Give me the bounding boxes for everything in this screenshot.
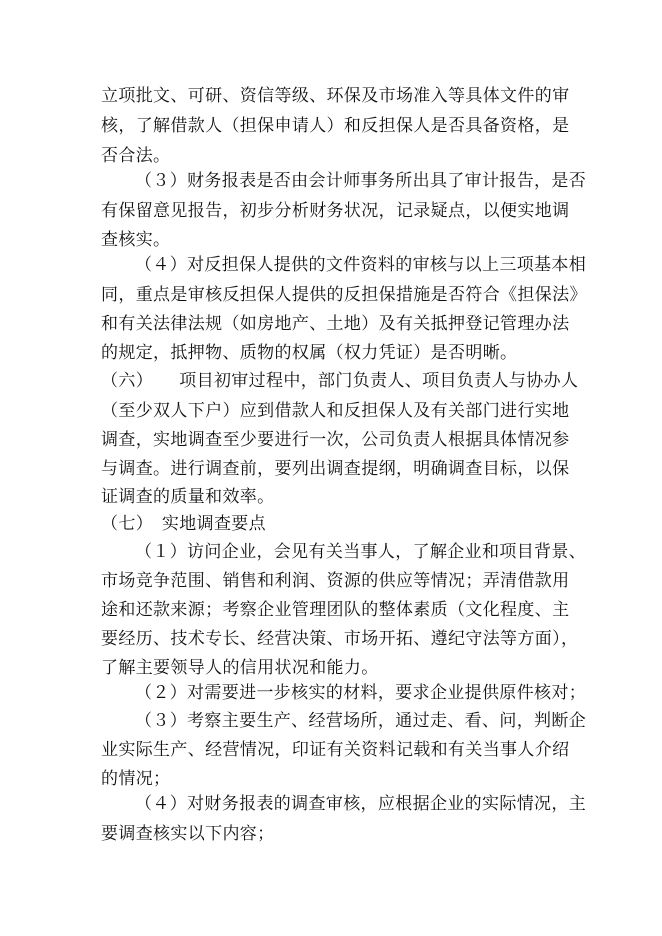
text-line: 有保留意见报告，初步分析财务状况，记录疑点，以便实地调: [101, 201, 570, 221]
text-line: 调查，实地调查至少要进行一次，公司负责人根据具体情况参: [101, 430, 570, 450]
text-line: 否合法。: [101, 146, 171, 166]
text-line: 了解主要领导人的信用状况和能力。: [101, 658, 379, 678]
text-line: （１）访问企业，会见有关当事人，了解企业和项目背景、: [135, 542, 587, 562]
text-line: 要调查核实以下内容；: [101, 824, 275, 844]
text-line: （２）对需要进一步核实的材料，要求企业提供原件核对；: [135, 683, 587, 703]
text-line: （４）对财务报表的调查审核，应根据企业的实际情况，主: [135, 794, 587, 814]
text-line: 同，重点是审核反担保人提供的反担保措施是否符合《担保法》: [101, 285, 587, 305]
section-heading: （七） 实地调查要点: [101, 514, 266, 534]
text-line: （３）财务报表是否由会计师事务所出具了审计报告，是否: [135, 171, 587, 191]
text-line: 业实际生产、经营情况，印证有关资料记载和有关当事人介绍: [101, 740, 570, 760]
text-line: 与调查。进行调查前，要列出调查提纲，明确调查目标，以保: [101, 459, 570, 479]
section-heading: （六） 项目初审过程中，部门负责人、项目负责人与协办人: [101, 371, 579, 391]
text-line: 的情况；: [101, 769, 171, 789]
text-line: 途和还款来源；考察企业管理团队的整体素质（文化程度、主: [101, 600, 570, 620]
text-line: （４）对反担保人提供的文件资料的审核与以上三项基本相: [135, 255, 587, 275]
text-line: 要经历、技术专长、经营决策、市场开拓、遵纪守法等方面），: [101, 629, 579, 649]
text-line: 和有关法律法规（如房地产、土地）及有关抵押登记管理办法: [101, 314, 570, 334]
text-line: （至少双人下户）应到借款人和反担保人及有关部门进行实地: [101, 401, 570, 421]
text-line: 查核实。: [101, 230, 171, 250]
text-line: 市场竞争范围、销售和利润、资源的供应等情况；弄清借款用: [101, 571, 570, 591]
text-line: （３）考察主要生产、经营场所，通过走、看、问，判断企: [135, 711, 587, 731]
text-line: 的规定，抵押物、质物的权属（权力凭证）是否明晰。: [101, 343, 518, 363]
text-line: 证调查的质量和效率。: [101, 487, 275, 507]
text-line: 核，了解借款人（担保申请人）和反担保人是否具备资格，是: [101, 116, 570, 136]
text-line: 立项批文、可研、资信等级、环保及市场准入等具体文件的审: [101, 86, 570, 106]
